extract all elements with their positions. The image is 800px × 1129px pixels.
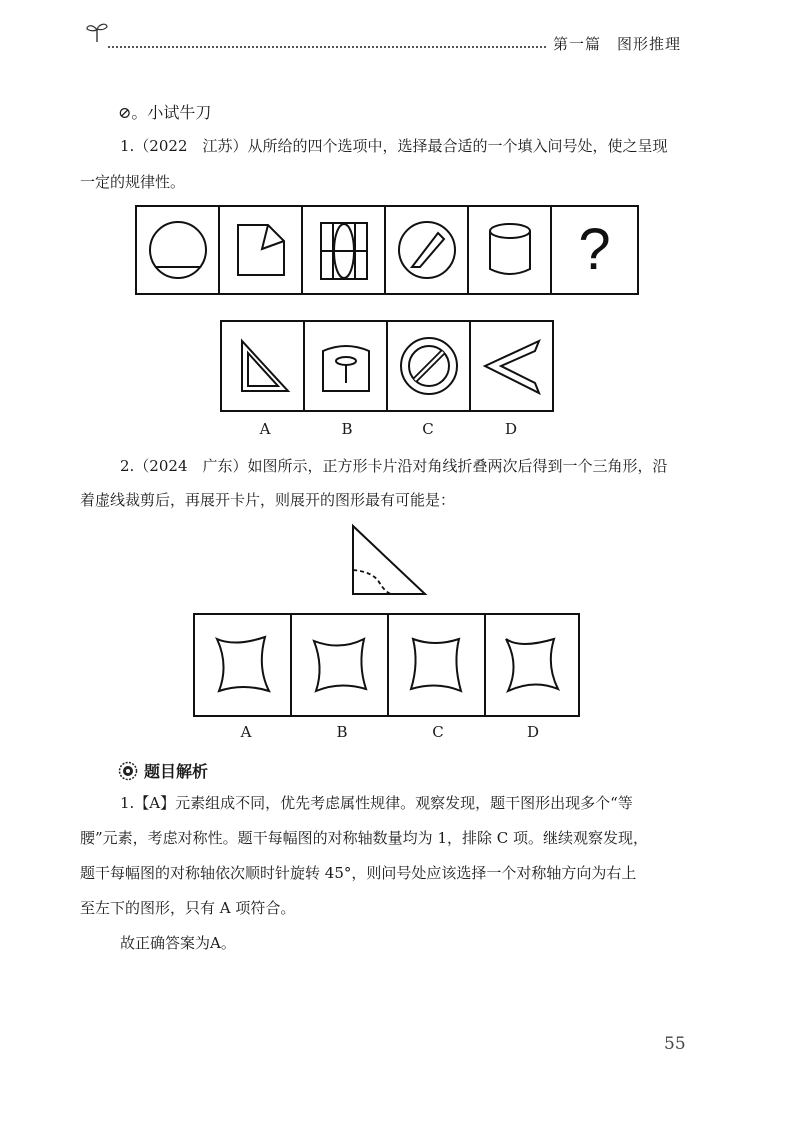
gear-icon <box>118 761 138 781</box>
q2-option-label-d: D <box>526 723 540 741</box>
sprout-icon <box>84 20 110 44</box>
q2-option-label-c: C <box>432 723 444 741</box>
q1-stem-figure-2 <box>220 207 303 293</box>
q2-text-line2: 着虚线裁剪后，再展开卡片，则展开的图形最有可能是： <box>80 491 456 509</box>
folded-triangle-figure <box>345 522 430 597</box>
solution-line3: 题干每幅图的对称轴依次顺时针旋转 45°，则问号处应该选择一个对称轴方向为右上 <box>80 864 637 882</box>
q2-option-figure-c[interactable] <box>389 615 486 715</box>
right-triangle-figure <box>228 331 298 401</box>
q1-option-label-c: C <box>422 420 434 438</box>
q1-stem-figure-4 <box>386 207 469 293</box>
q1-stem-figures <box>135 205 639 295</box>
q2-option-figure-b[interactable] <box>292 615 389 715</box>
cylinder-figure <box>475 215 545 285</box>
ellipse-in-rectangle-figure <box>309 215 379 285</box>
q1-stem-figure-1 <box>137 207 220 293</box>
q1-option-label-a: A <box>259 420 271 438</box>
wavy-square-figure-d <box>492 625 572 705</box>
page-number: 55 <box>664 1034 686 1054</box>
q1-option-figure-b[interactable] <box>305 322 388 410</box>
prohibition-circle-figure <box>394 331 464 401</box>
q1-text-line1: 1.（2022 江苏）从所给的四个选项中，选择最合适的一个填入问号处，使之呈现 <box>120 137 668 155</box>
q1-text-line2: 一定的规律性。 <box>80 173 186 191</box>
q1-stem-figure-3 <box>303 207 386 293</box>
q1-option-figure-c[interactable] <box>388 322 471 410</box>
circle-with-slash-figure <box>392 215 462 285</box>
arched-box-with-pin-figure <box>311 331 381 401</box>
q2-option-figure-a[interactable] <box>195 615 292 715</box>
solution-title: 题目解析 <box>144 762 209 781</box>
circle-with-chord-figure <box>143 215 213 285</box>
solution-line1: 1.【A】元素组成不同，优先考虑属性规律。观察发现，题干图形出现多个“等 <box>120 794 633 812</box>
q2-option-figures <box>193 613 580 717</box>
q1-option-label-d: D <box>504 420 518 438</box>
q1-option-label-b: B <box>341 420 353 438</box>
chevron-shape-figure <box>477 331 547 401</box>
q2-text-line1: 2.（2024 广东）如图所示，正方形卡片沿对角线折叠两次后得到一个三角形，沿 <box>120 457 668 475</box>
solution-heading <box>118 759 208 782</box>
header-divider <box>108 46 546 48</box>
q2-option-figure-d[interactable] <box>486 615 578 715</box>
q1-option-figure-d[interactable] <box>471 322 552 410</box>
solution-line4: 至左下的图形，只有 A 项符合。 <box>80 899 296 917</box>
section-title: ⊘。小试牛刀 <box>118 103 212 122</box>
wavy-square-figure-b <box>300 625 380 705</box>
solution-answer: 故正确答案为A。 <box>120 934 236 952</box>
question-mark: ? <box>578 217 611 282</box>
wavy-square-figure-a <box>203 625 283 705</box>
q1-option-figures <box>220 320 554 412</box>
q2-option-label-b: B <box>336 723 348 741</box>
q1-option-figure-a[interactable] <box>222 322 305 410</box>
folded-corner-square-figure <box>226 215 296 285</box>
q2-option-label-a: A <box>240 723 252 741</box>
q1-stem-figure-5 <box>469 207 552 293</box>
solution-line2: 腰”元素，考虑对称性。题干每幅图的对称轴数量均为 1，排除 C 项。继续观察发现， <box>80 829 648 847</box>
q1-question-cell <box>552 207 637 293</box>
wavy-square-figure-c <box>397 625 477 705</box>
chapter-title: 第一篇 图形推理 <box>553 35 682 53</box>
